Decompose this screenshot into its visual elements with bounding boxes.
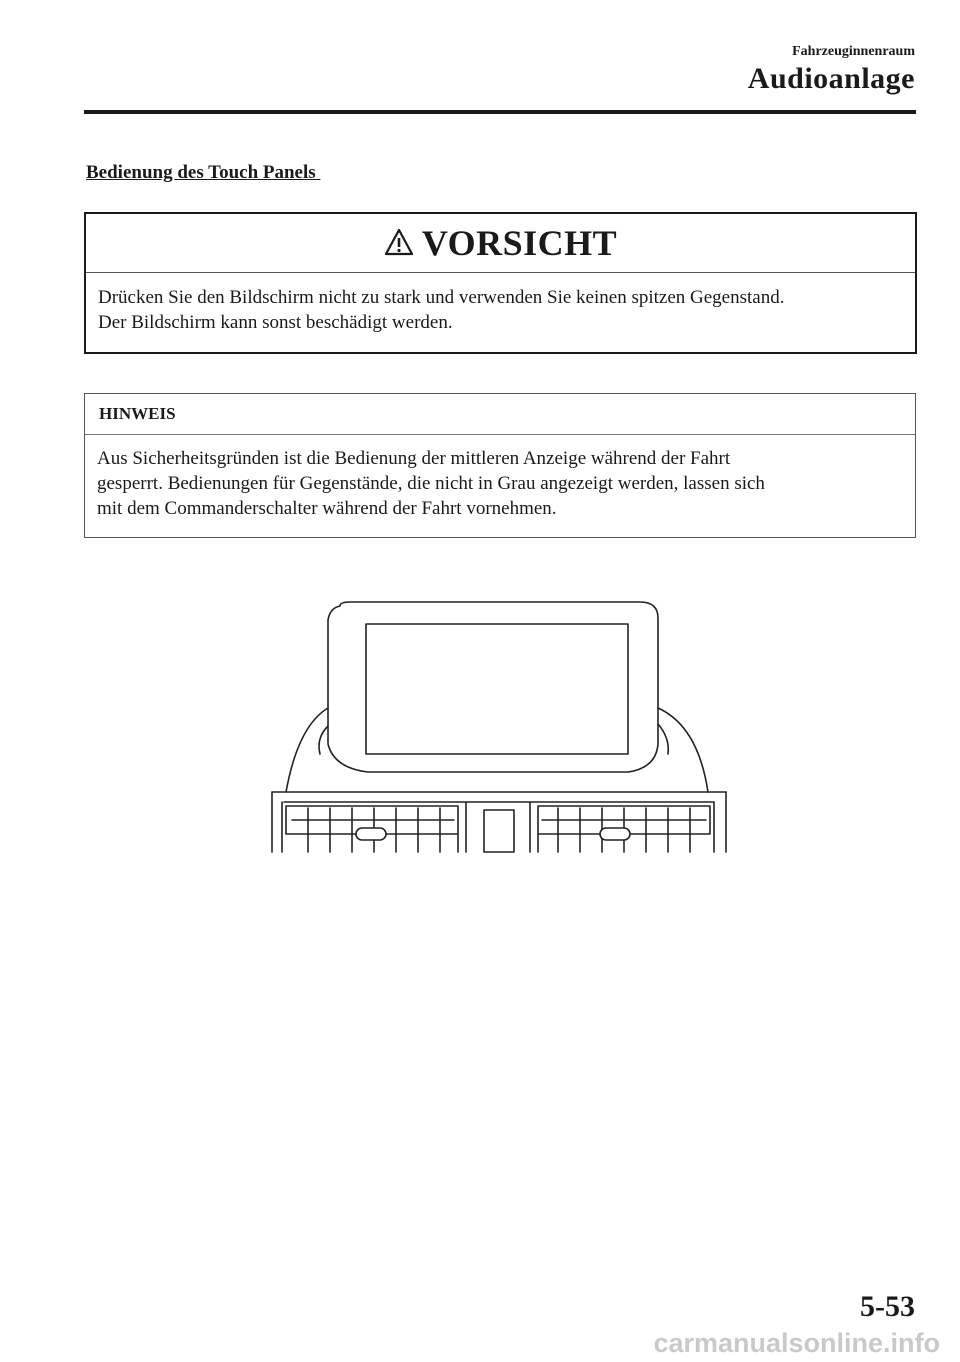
header-rule [84,110,916,114]
note-line: gesperrt. Bedienungen für Gegenstände, die nicht in Grau angezeigt werden, lassen sich [97,473,765,494]
note-body [85,435,915,521]
caution-line: Der Bildschirm kann sonst beschädigt werden. [98,312,453,333]
note-line: Aus Sicherheitsgründen ist die Bedienung der mittleren Anzeige während der Fahrt [97,448,731,469]
header-section-title: Fahrzeuginnenraum [792,44,915,59]
section-subheading: Bedienung des Touch Panels [86,162,321,183]
header-chapter-title: Audioanlage [747,62,915,95]
note-line: mit dem Commanderschalter während der Fahrt vornehmen. [97,498,557,519]
page-number: 5-53 [860,1290,915,1323]
caution-header [86,214,915,273]
warning-triangle-icon [384,228,414,256]
caution-box [84,212,917,354]
caution-body [86,273,915,335]
caution-line: Drücken Sie den Bildschirm nicht zu stark und verwenden Sie keinen spitzen Gegenstand. [98,287,785,308]
center-display-illustration [268,596,730,856]
note-box [84,393,916,538]
note-header: HINWEIS [85,394,915,435]
watermark: carmanualsonline.info [653,1328,940,1358]
caution-title: VORSICHT [421,223,618,263]
